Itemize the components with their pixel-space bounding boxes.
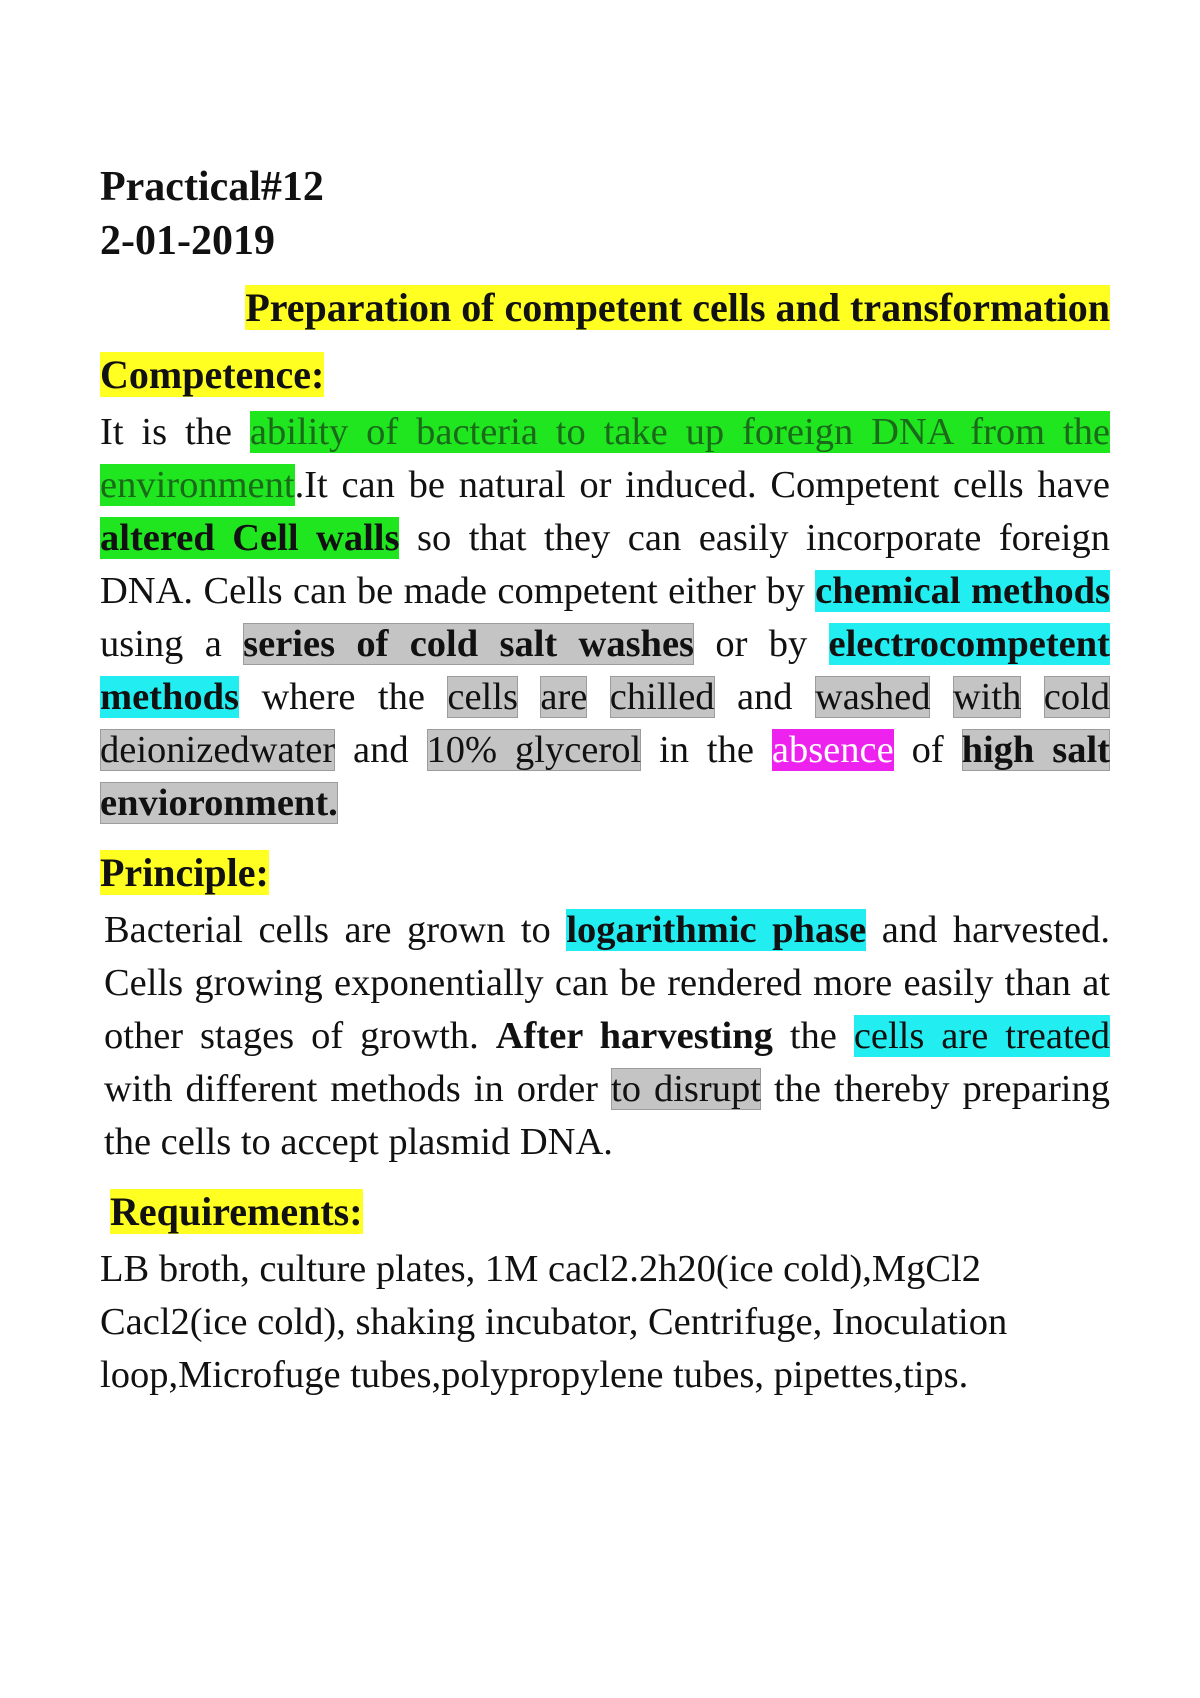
principle-heading-text: Principle:: [100, 850, 269, 895]
highlighted-phrase: altered Cell walls: [100, 517, 400, 559]
text-run: in the: [641, 729, 772, 771]
document-title-text: Preparation of competent cells and transformation: [245, 285, 1110, 330]
competence-paragraph: [100, 406, 1110, 830]
text-run: .It can be natural or induced. Competent cells have: [294, 464, 1110, 506]
highlighted-phrase: logarithmic phase: [566, 909, 867, 951]
highlighted-phrase: to disrupt: [611, 1068, 761, 1110]
text-run: [518, 676, 540, 718]
text-run: [587, 676, 609, 718]
requirements-line: Cacl2(ice cold), shaking incubator, Centrifuge, Inoculation: [100, 1301, 1008, 1343]
highlighted-phrase: cells: [447, 676, 518, 718]
practical-date: 2-01-2019: [100, 218, 275, 264]
highlighted-phrase: cold: [1043, 676, 1111, 718]
highlighted-phrase: After harvesting: [495, 1015, 773, 1057]
text-run: so that they can easily incorporate foreign DNA. Cells can be made competent either by: [100, 517, 1110, 612]
text-run: with different methods in order: [104, 1068, 612, 1110]
highlighted-phrase: cells are treated: [853, 1015, 1110, 1057]
text-run: of: [893, 729, 962, 771]
highlighted-phrase: absence: [771, 729, 894, 771]
document-page: [100, 160, 1110, 1418]
principle-paragraph: [100, 904, 1110, 1169]
competence-heading-text: Competence:: [100, 352, 325, 397]
text-run: It is the: [100, 411, 250, 453]
competence-heading: [100, 348, 1110, 402]
highlighted-phrase: washed: [814, 676, 931, 718]
highlighted-phrase: 10% glycerol: [426, 729, 642, 771]
principle-heading: [100, 846, 1110, 900]
text-run: and harvested. Cells growing exponentially can be rendered more easily than at other stages of growth.: [104, 909, 1111, 1057]
text-run: where the: [239, 676, 448, 718]
document-title: [100, 282, 1110, 334]
text-run: Bacterial cells are grown to: [104, 909, 567, 951]
text-run: using a: [100, 623, 244, 665]
requirements-heading-text: Requirements:: [110, 1189, 363, 1234]
text-run: and: [714, 676, 815, 718]
highlighted-phrase: with: [952, 676, 1022, 718]
text-run: the: [772, 1015, 854, 1057]
practical-number: Practical#12: [100, 164, 324, 210]
highlighted-phrase: chilled: [609, 676, 715, 718]
text-run: or by: [694, 623, 829, 665]
text-run: the thereby preparing the cells to accept plasmid DNA.: [104, 1068, 1110, 1163]
text-run: and: [335, 729, 427, 771]
highlighted-phrase: series of cold salt washes: [243, 623, 695, 665]
highlighted-phrase: ability of bacteria to take up foreign DNA from the environment: [100, 411, 1111, 506]
highlighted-phrase: high salt envioronment.: [100, 729, 1110, 824]
requirements-line: loop,Microfuge tubes,polypropylene tubes, pipettes,tips.: [100, 1354, 969, 1396]
highlighted-phrase: are: [540, 676, 588, 718]
requirements-heading: [100, 1185, 1110, 1239]
highlighted-phrase: electrocompetent methods: [100, 623, 1110, 718]
requirements-line: LB broth, culture plates, 1M cacl2.2h20(ice cold),MgCl2: [100, 1248, 982, 1290]
text-run: [1021, 676, 1043, 718]
highlighted-phrase: chemical methods: [815, 570, 1110, 612]
text-run: [930, 676, 952, 718]
requirements-list: [100, 1243, 1110, 1402]
highlighted-phrase: deionizedwater: [100, 729, 336, 771]
